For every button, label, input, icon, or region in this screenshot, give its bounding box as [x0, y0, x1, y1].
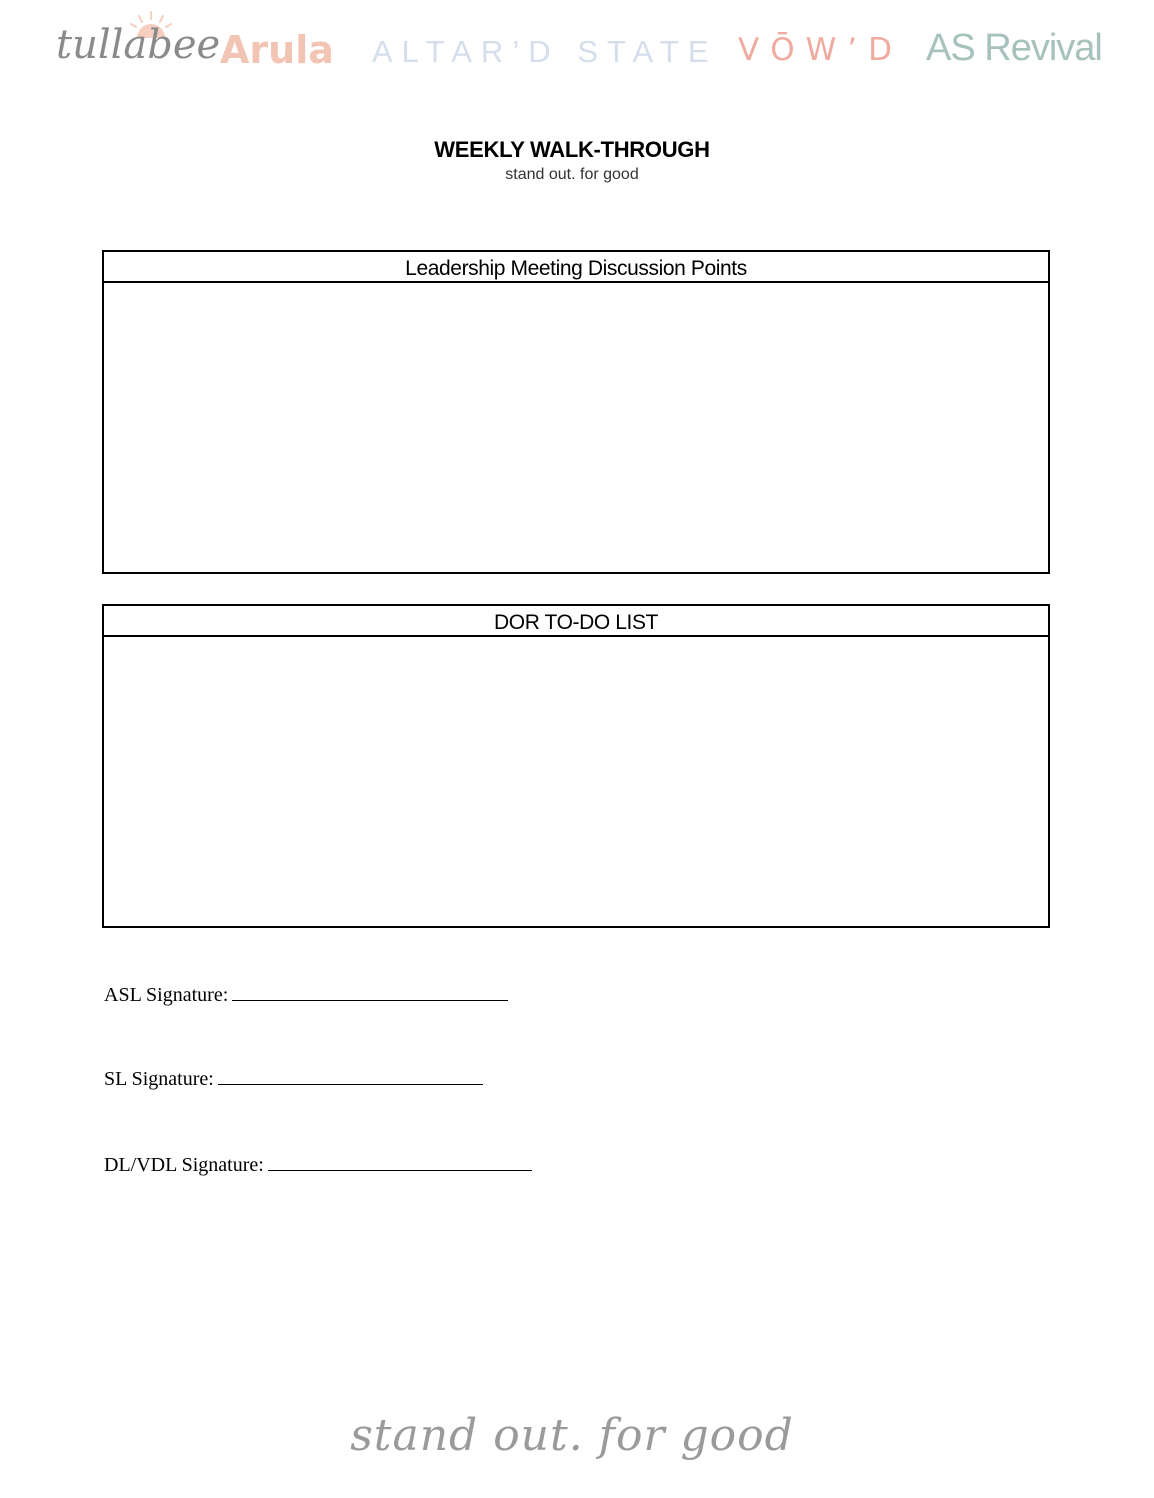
page-title: WEEKLY WALK-THROUGH: [434, 137, 710, 162]
discussion-points-area[interactable]: [104, 283, 1048, 572]
sl-signature-line[interactable]: [218, 1083, 483, 1085]
discussion-points-heading: Leadership Meeting Discussion Points: [104, 252, 1048, 283]
asl-signature-row: [104, 984, 508, 1007]
dl-vdl-signature-label: DL/VDL Signature:: [104, 1154, 264, 1176]
logo-altard-state: ALTAR’D STATE: [372, 34, 718, 69]
footer-tagline: stand out. for good: [350, 1410, 794, 1461]
todo-list-box: [102, 604, 1050, 928]
sl-signature-label: SL Signature:: [104, 1068, 214, 1090]
logo-vowd: VŌW’D: [738, 32, 903, 68]
sl-signature-row: [104, 1068, 483, 1091]
dl-vdl-signature-row: [104, 1154, 532, 1177]
asl-signature-label: ASL Signature:: [104, 984, 229, 1006]
logo-arula: Arula: [220, 28, 334, 72]
logo-tullabee: tullabee: [56, 22, 221, 68]
discussion-points-box: [102, 250, 1050, 574]
asl-signature-line[interactable]: [232, 999, 508, 1001]
todo-list-area[interactable]: [104, 637, 1048, 926]
todo-list-heading: DOR TO-DO LIST: [104, 606, 1048, 637]
dl-vdl-signature-line[interactable]: [268, 1169, 532, 1171]
page-subtitle: stand out. for good: [505, 166, 639, 183]
logo-as-revival: AS Revival: [926, 27, 1102, 69]
